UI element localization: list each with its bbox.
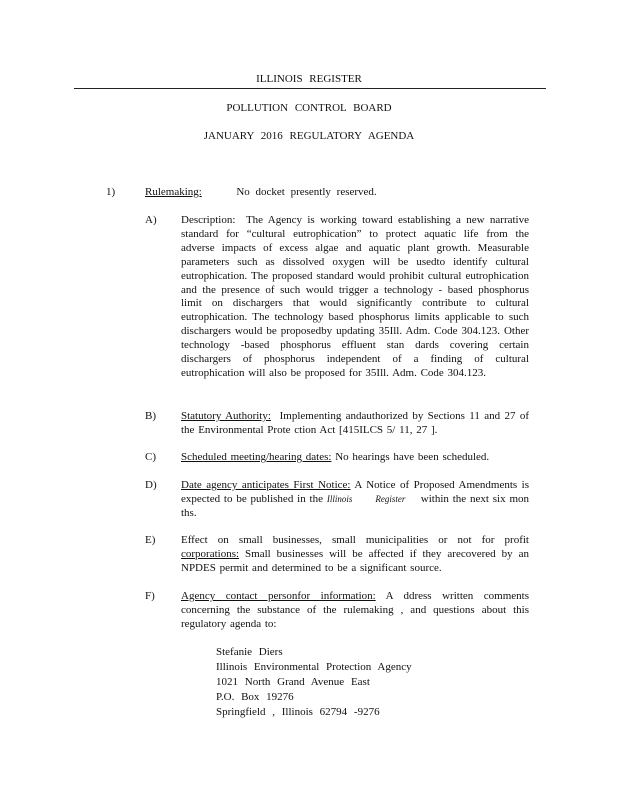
register-italic: Register <box>375 493 406 504</box>
contact-address <box>216 645 412 720</box>
section-b-authority <box>181 410 529 438</box>
board-title: POLLUTION CONTROL BOARD <box>226 102 392 114</box>
authority-lead: Statutory Authority: <box>181 410 271 422</box>
section-e-label: E) <box>145 534 156 546</box>
section-c-label: C) <box>145 451 156 463</box>
contact-org: Illinois Environmental Protection Agency <box>216 661 412 673</box>
small-business-line: Effect on small businesses, small municipalities or not for profit <box>181 534 529 546</box>
section-e-small-business <box>181 534 529 576</box>
small-business-lead: corporations: <box>181 547 240 560</box>
description-text: The Agency is working toward establishing a new narrative standard for “cultural eutrophication” to protect aquatic life from the adverse impacts of excess algae and aquatic plant growth. Measurable parameters such as dissolved oxygen will be usedto identify cultural eutrophication. The proposed standard would prohibit cultural eutrophication and the presence of such would trigger a technology - based phosphorus limit on dischargers that would significantly contribute to cultural eutrophication. The technology based phosphorus limits applicable to such dischargers would be proposedby updating 35Ill. Adm. Code 304.123. Other technology -based phosphorus effluent stan dards covering certain dischargers of phosphorus independent of a finding of cultural eutrophication will also be proposed for 35Ill. Adm. Code 304.123. <box>181 214 529 379</box>
contact-street: 1021 North Grand Avenue East <box>216 676 370 688</box>
illinois-italic: Illinois <box>326 493 353 504</box>
first-notice-text: A Notice of Proposed Amendments is expected to be published in the <box>181 479 529 505</box>
section-a-label: A) <box>145 214 157 226</box>
small-business-text: Small businesses will be affected if they arecovered by an NPDES permit and determined to be a significant source. <box>181 547 529 574</box>
item-number: 1) <box>106 186 116 198</box>
agenda-title: JANUARY 2016 REGULATORY AGENDA <box>203 130 415 142</box>
contact-text: A ddress written comments concerning the substance of the rulemaking , and questions about this regulatory agenda to: <box>181 590 529 630</box>
hearings-text: No hearings have been scheduled. <box>335 451 490 463</box>
section-f-label: F) <box>145 590 155 602</box>
item-heading <box>145 186 377 200</box>
hearings-lead: Scheduled meeting/hearing dates: <box>181 451 332 463</box>
section-d-label: D) <box>145 479 157 491</box>
first-notice-lead: Date agency anticipates First Notice: <box>181 479 351 491</box>
first-notice-text-end: within the next six mon ths. <box>181 492 530 519</box>
register-title: ILLINOIS REGISTER <box>256 73 362 85</box>
header-rule <box>74 88 546 89</box>
section-c-hearings <box>181 451 529 465</box>
authority-text: Implementing andauthorized by Sections 11 and 27 of the Environmental Prote ction Act [415ILCS 5/ 11, 27 ]. <box>181 410 529 436</box>
section-b-label: B) <box>145 410 156 422</box>
contact-lead: Agency contact personfor information: <box>181 590 376 602</box>
contact-name: Stefanie Diers <box>216 646 283 658</box>
contact-city: Springfield , Illinois 62794 -9276 <box>216 706 380 718</box>
section-f-contact <box>181 590 529 632</box>
rulemaking-text: No docket presently reserved. <box>236 186 377 198</box>
section-d-first-notice <box>181 479 529 521</box>
section-a-description <box>181 214 529 381</box>
description-lead: Description: <box>181 214 236 226</box>
rulemaking-label: Rulemaking: <box>145 186 202 198</box>
contact-pobox: P.O. Box 19276 <box>216 691 294 703</box>
